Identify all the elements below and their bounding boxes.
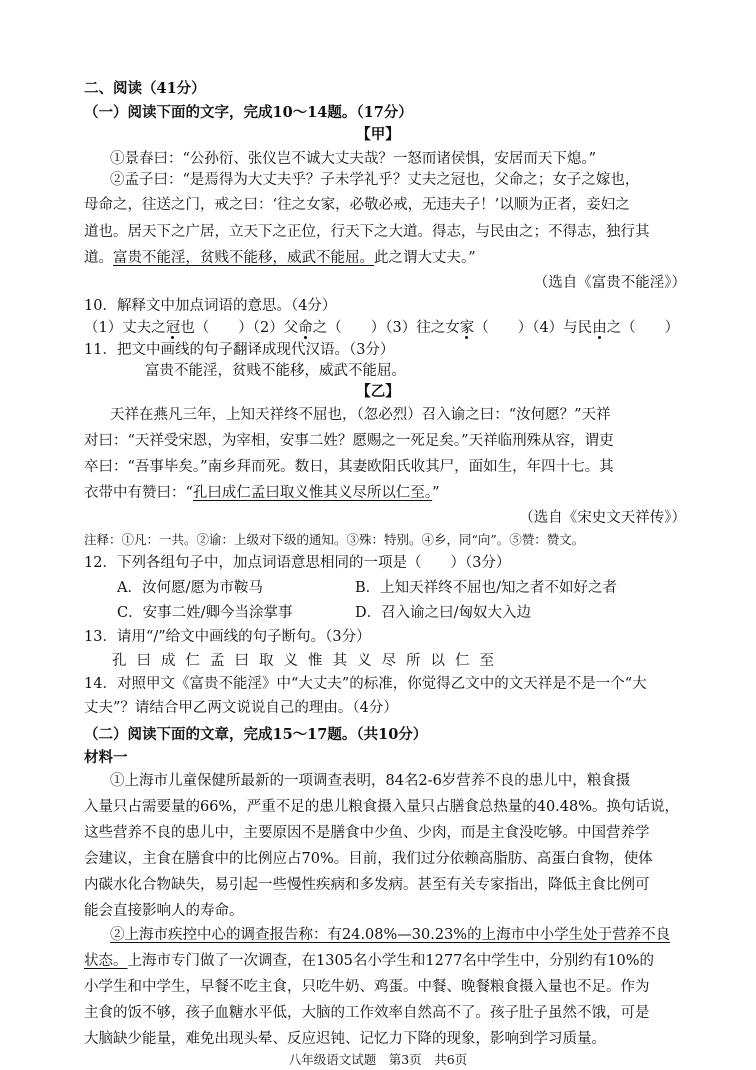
- material-paragraph-2-line: 状态。上海市专门做了一次调查，在1305名小学生和1277名中学生中，分别约有10%的: [84, 953, 655, 969]
- material-paragraph-1-line: 能会直接影响人的寿命。: [84, 903, 244, 919]
- question-10-stem: 10．解释文中加点词语的意思。（4分）: [84, 298, 337, 314]
- underlined-sentence: 状态。: [84, 953, 128, 969]
- material-paragraph-1-line: 这些营养不良的患儿中，主要原因不是膳食中少鱼、少肉，而是主食没吃够。中国营养学: [84, 825, 650, 841]
- question-13-stem: 13．请用“/”给文中画线的句子断句。（3分）: [84, 629, 371, 645]
- material-paragraph-2-underlined: ②上海市疾控中心的调查报告称：有24.08%—30.23%的上海市中小学生处于营养不良: [110, 927, 671, 943]
- part2-heading: （二）阅读下面的文章，完成15～17题。（共10分）: [84, 726, 428, 743]
- dotted-word: 家: [459, 320, 475, 336]
- yi-label: 【乙】: [356, 383, 400, 400]
- question-12-option-d: D．召入谕之曰/匈奴大入边: [355, 605, 532, 621]
- jia-source: （选自《富贵不能淫》）: [533, 275, 686, 291]
- yi-notes: 注释：①凡：一共。②谕：上级对下级的通知。③殊：特别。④乡，同“向”。⑤赞：赞文。: [84, 532, 585, 547]
- section-heading: 二、阅读（41分）: [84, 80, 206, 97]
- question-14-line: 14．对照甲文《富贵不能淫》中“大丈夫”的标准，你觉得乙文中的文天祥是不是一个“大: [84, 676, 647, 692]
- jia-paragraph-2-line: 道也。居天下之广居，立天下之正位，行天下之大道。得志，与民由之；不得志，独行其: [84, 224, 650, 240]
- jia-label: 【甲】: [356, 126, 400, 143]
- material-paragraph-2-line: 小学生和中学生，早餐不吃主食，只吃牛奶、鸡蛋。中餐、晚餐粮食摄入量也不足。作为: [84, 979, 650, 995]
- material-paragraph-1-line: 会建议，主食在膳食中的比例应占70%。目前，我们过分依赖高脂肪、高蛋白食物，使体: [84, 851, 653, 867]
- yi-text-line: 天祥在燕凡三年，上知天祥终不屈也，（忽必烈）召入谕之曰：“汝何愿？”天祥: [110, 407, 611, 423]
- material-paragraph-2-line: 大脑缺少能量，难免出现头晕、反应迟钝、记忆力下降的现象，影响到学习质量。: [84, 1031, 606, 1047]
- jia-paragraph-2-line: ②孟子曰：“是焉得为大丈夫乎？子未学礼乎？丈夫之冠也，父命之；女子之嫁也，: [110, 172, 640, 188]
- yi-text-line: 对曰：“天祥受宋恩，为宰相，安事二姓？愿赐之一死足矣。”天祥临刑殊从容，谓吏: [84, 433, 614, 449]
- material-label: 材料一: [84, 749, 128, 766]
- page-footer: 八年级语文试题 第3页 共6页: [288, 1052, 468, 1067]
- jia-paragraph-1: ①景春曰：“公孙衍、张仪岂不诚大丈夫哉？一怒而诸侯惧，安居而天下熄。”: [110, 151, 597, 167]
- jia-paragraph-2-line: 母命之，往送之门，戒之曰：‘往之女家，必敬必戒，无违夫子！’以顺为正者，妾妇之: [84, 197, 630, 213]
- dotted-word: 命: [298, 320, 313, 336]
- question-12-option-c: C．安事二姓/卿今当涂掌事: [117, 605, 293, 621]
- question-12-option-a: A．汝何愿/愿为市鞍马: [117, 580, 263, 596]
- material-paragraph-1-line: 内碳水化合物缺失，易引起一些慢性疾病和多发病。甚至有关专家指出，降低主食比例可: [84, 877, 650, 893]
- question-10-options: （1）丈夫之冠也（ ）（2）父命之（ ）（3）往之女家（ ）（4）与民由之（ ）: [84, 320, 680, 336]
- yi-text-line: 卒曰：“吾事毕矣。”南乡拜而死。数日，其妻欧阳氏收其尸，面如生，年四十七。其: [84, 459, 614, 475]
- dotted-word: 由: [592, 320, 607, 336]
- question-11-stem: 11．把文中画线的句子翻译成现代汉语。（3分）: [84, 342, 395, 358]
- question-11-sentence: 富贵不能淫，贫贱不能移，威武不能屈。: [145, 363, 406, 379]
- dotted-word: 冠: [165, 320, 181, 336]
- material-paragraph-1-line: ①上海市儿童保健所最新的一项调查表明，84名2-6岁营养不良的患儿中，粮食摄: [110, 773, 631, 789]
- part1-heading: （一）阅读下面的文字，完成10～14题。（17分）: [84, 104, 413, 121]
- underlined-sentence: 富贵不能淫，贫贱不能移，威武不能屈。: [113, 250, 374, 266]
- yi-text-line: 衣带中有赞曰：“孔曰成仁孟曰取义惟其义尽所以仁至。”: [84, 485, 440, 501]
- material-paragraph-1-line: 入量只占需要量的66%，严重不足的患儿粮食摄入量只占膳食总热量的40.48%。换句话说，: [84, 799, 680, 815]
- underlined-sentence: 孔曰成仁孟曰取义惟其义尽所以仁至。: [192, 485, 433, 501]
- material-paragraph-2-line: 主食的饭不够，孩子血糖水平低，大脑的工作效率自然高不了。孩子肚子虽然不饿，可是: [84, 1005, 650, 1021]
- jia-paragraph-2-line: 道。富贵不能淫，贫贱不能移，威武不能屈。此之谓大丈夫。”: [84, 250, 476, 266]
- question-13-sentence: 孔曰成仁孟曰取义惟其义尽所以仁至: [112, 653, 504, 669]
- question-12-option-b: B．上知天祥终不屈也/知之者不如好之者: [355, 580, 618, 596]
- yi-source: （选自《宋史文天祥传》）: [519, 510, 686, 526]
- question-14-line: 丈夫”？请结合甲乙两文说说自己的理由。（4分）: [84, 700, 398, 716]
- question-12-stem: 12．下列各组句子中，加点词语意思相同的一项是（ ）（3分）: [84, 555, 511, 571]
